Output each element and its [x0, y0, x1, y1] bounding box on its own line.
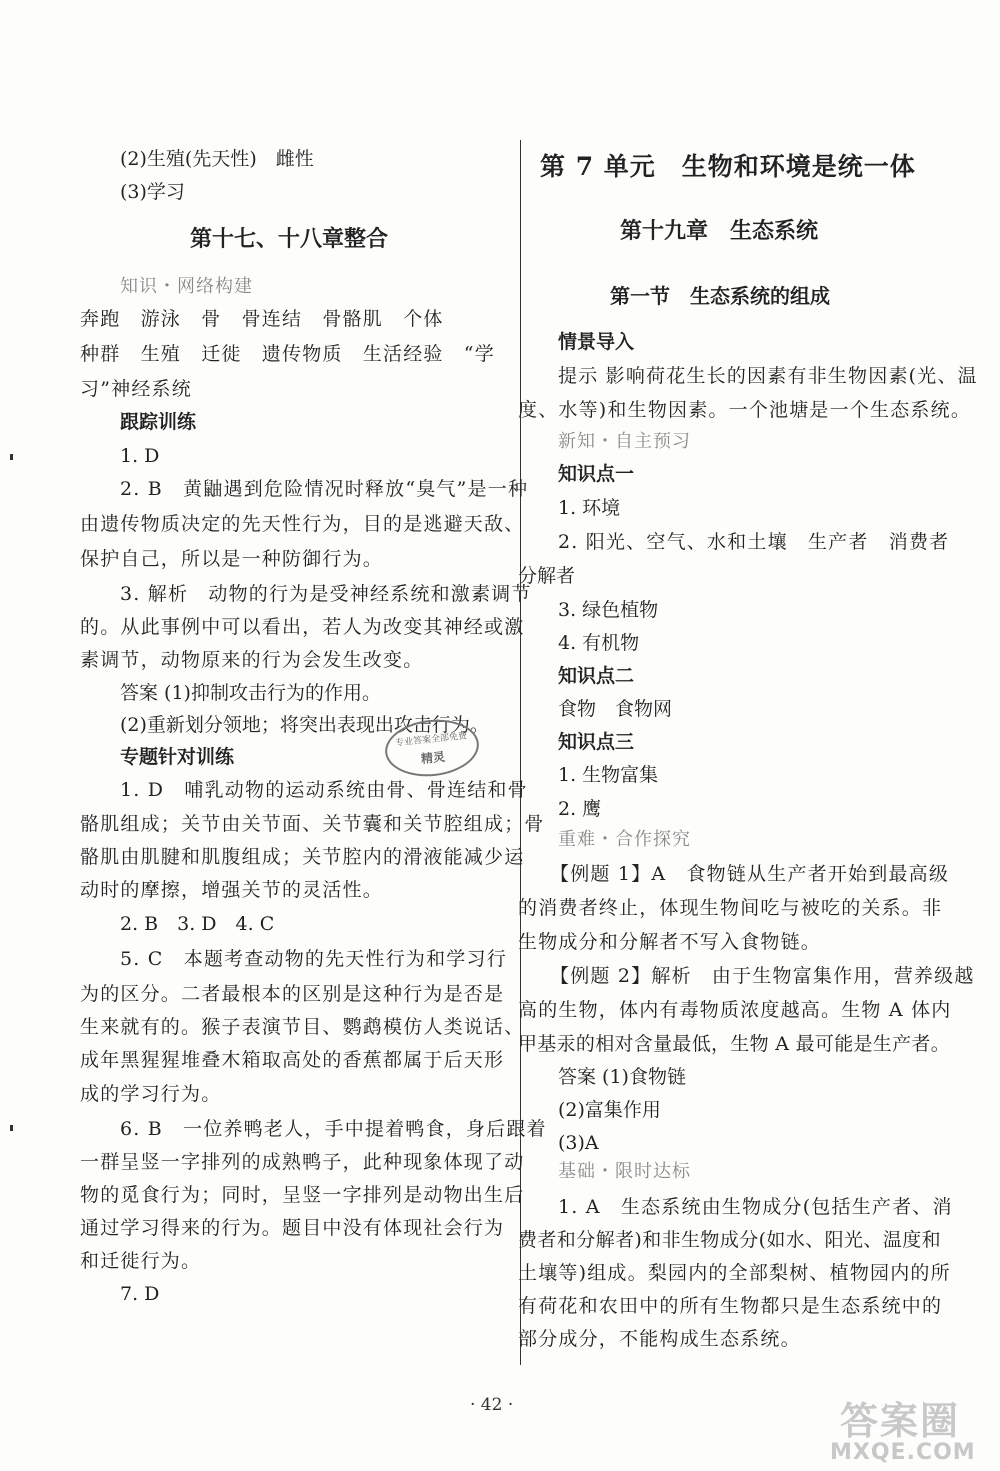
answer-line: (2)富集作用: [558, 1099, 661, 1121]
answer-line: 2. B 3. D 4. C: [120, 913, 275, 935]
body-text: 成年黑猩猩堆叠木箱取高处的香蕉都属于后天形: [80, 1049, 505, 1071]
body-text: 甲基汞的相对含量最低，生物 A 最可能是生产者。: [518, 1033, 951, 1055]
body-text: 为的区分。二者最根本的区别是这种行为是否是: [80, 983, 505, 1005]
body-text: 6. B 一位养鸭老人，手中提着鸭食，身后跟着: [120, 1118, 547, 1140]
section-label: 重难・合作探究: [558, 829, 691, 850]
body-text: 3. 解析 动物的行为是受神经系统和激素调节: [120, 583, 532, 605]
body-text: 物的觅食行为；同时，呈竖一字排列是动物出生后: [80, 1184, 525, 1206]
body-text: 通过学习得来的行为。题目中没有体现社会行为: [80, 1217, 505, 1239]
answer-line: 1. 生物富集: [558, 764, 659, 786]
unit-title: 第 7 单元 生物和环境是统一体: [540, 152, 916, 181]
body-text: 1. D 哺乳动物的运动系统由骨、骨连结和骨: [120, 779, 528, 801]
chapter-review-title: 第十七、十八章整合: [190, 227, 389, 252]
body-text: 2. B 黄鼬遇到危险情况时释放“臭气”是一种: [120, 478, 529, 500]
body-text: 保护自己，所以是一种防御行为。: [80, 548, 384, 570]
answer-line: 1. D: [120, 445, 160, 467]
page-number: · 42 ·: [470, 1395, 514, 1415]
answer-line: 2. 阳光、空气、水和土壤 生产者 消费者: [558, 531, 950, 553]
answer-line: 答案 (1)抑制攻击行为的作用。: [120, 682, 381, 704]
answer-line: 分解者: [518, 565, 576, 587]
body-text: 【例题 1】A 食物链从生产者开始到最高级: [550, 863, 950, 885]
margin-mark: [10, 454, 13, 460]
answer-line: (3)学习: [120, 181, 185, 203]
answer-line: 7. D: [120, 1283, 160, 1305]
body-text: 和迁徙行为。: [80, 1250, 202, 1272]
body-text: 奔跑 游泳 骨 骨连结 骨骼肌 个体: [80, 308, 444, 330]
knowledge-point-heading: 知识点一: [558, 463, 635, 485]
answer-line: (2)生殖(先天性) 雌性: [120, 148, 314, 170]
answer-line: 2. 鹰: [558, 798, 602, 820]
body-text: 部分成分，不能构成生态系统。: [518, 1328, 801, 1350]
section-title: 第一节 生态系统的组成: [610, 284, 830, 308]
answer-line: 3. 绿色植物: [558, 599, 659, 621]
body-text: 一群呈竖一字排列的成熟鸭子，此种现象体现了动: [80, 1151, 525, 1173]
body-text: 动时的摩擦，增强关节的灵活性。: [80, 879, 384, 901]
body-text: 的。从此事例中可以看出，若人为改变其神经或激: [80, 616, 525, 638]
body-text: 骼肌由肌腱和肌腹组成；关节腔内的滑液能减少运: [80, 846, 525, 868]
body-text: 习”神经系统: [80, 378, 192, 400]
body-text: 1. A 生态系统由生物成分(包括生产者、消: [558, 1196, 953, 1218]
body-text: 有荷花和农田中的所有生物都只是生态系统中的: [518, 1295, 943, 1317]
subsection-heading: 情景导入: [558, 331, 635, 353]
answer-line: 答案 (1)食物链: [558, 1066, 686, 1088]
margin-mark: [10, 1125, 13, 1131]
answer-line: 4. 有机物: [558, 632, 640, 654]
subsection-heading: 专题针对训练: [120, 746, 235, 768]
body-text: 由遗传物质决定的先天性行为，目的是逃避天敌、: [80, 513, 525, 535]
answer-line: (2)重新划分领地；将突出表现出攻击行为。: [120, 714, 489, 736]
body-text: 度、水等)和生物因素。一个池塘是一个生态系统。: [518, 399, 972, 421]
body-text: 成的学习行为。: [80, 1083, 222, 1105]
knowledge-point-heading: 知识点二: [558, 665, 635, 687]
subsection-heading: 跟踪训练: [120, 411, 197, 433]
body-text: 生来就有的。猴子表演节目、鹦鹉模仿人类说话、: [80, 1016, 525, 1038]
seal-stamp: 专业答案全部免费 精灵: [382, 715, 481, 781]
body-text: 提示 影响荷花生长的因素有非生物因素(光、温: [558, 365, 978, 387]
watermark-logo: 答案圈 MXQE.COM: [830, 1399, 976, 1465]
body-text: 骼肌组成；关节由关节面、关节囊和关节腔组成；骨: [80, 813, 545, 835]
body-text: 5. C 本题考查动物的先天性行为和学习行: [120, 948, 507, 970]
body-text: 费者和分解者)和非生物成分(如水、阳光、温度和: [518, 1229, 942, 1251]
body-text: 高的生物，体内有毒物质浓度越高。生物 A 体内: [518, 999, 952, 1021]
body-text: 种群 生殖 迁徙 遗传物质 生活经验 “学: [80, 343, 495, 365]
knowledge-point-heading: 知识点三: [558, 731, 635, 753]
body-text: 的消费者终止，体现生物间吃与被吃的关系。非: [518, 897, 943, 919]
answer-line: (3)A: [558, 1132, 599, 1154]
section-label: 基础・限时达标: [558, 1161, 691, 1182]
section-label: 新知・自主预习: [558, 431, 691, 452]
answer-line: 食物 食物网: [558, 698, 673, 720]
section-label: 知识・网络构建: [120, 276, 253, 297]
body-text: 土壤等)组成。梨园内的全部梨树、植物园内的所: [518, 1262, 951, 1284]
chapter-title: 第十九章 生态系统: [620, 219, 819, 244]
body-text: 生物成分和分解者不写入食物链。: [518, 931, 822, 953]
body-text: 素调节，动物原来的行为会发生改变。: [80, 649, 424, 671]
body-text: 【例题 2】解析 由于生物富集作用，营养级越: [550, 965, 975, 987]
answer-line: 1. 环境: [558, 497, 621, 519]
